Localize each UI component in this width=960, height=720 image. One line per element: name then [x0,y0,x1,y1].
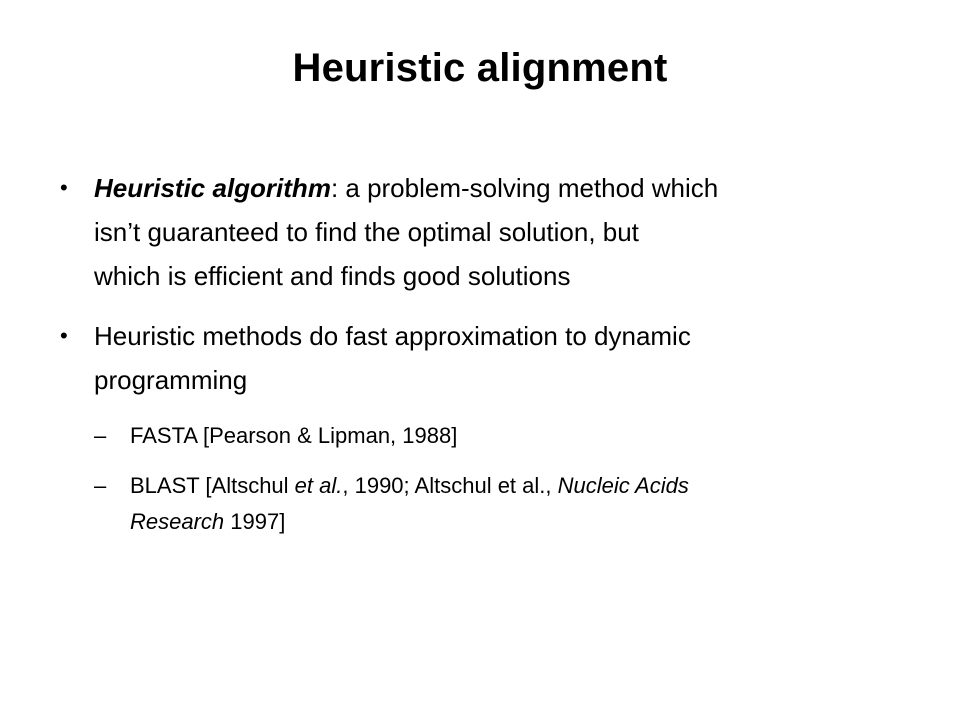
journal-name-line2: Research [130,509,225,534]
blast-text-part1: BLAST [Altschul [130,473,295,498]
bullet-heuristic-methods [60,314,900,402]
bullet-line-2: isn’t guaranteed to find the optimal solution, but [94,217,639,247]
blast-text-part2: , 1990; Altschul et al., [342,473,558,498]
subbullet-line-2 [130,504,900,540]
blast-year: 1997] [224,509,286,534]
bullet-line-1 [94,166,900,210]
dash-icon: – [94,423,107,448]
bullet-line-1: Heuristic methods do fast approximation to dynamic [94,321,691,351]
bullet-icon: • [60,323,68,348]
subbullet-fasta [60,418,900,454]
subbullet-text: FASTA [Pearson & Lipman, 1988] [130,423,458,448]
slide-content [60,166,900,554]
journal-name-line1: Nucleic Acids [557,473,689,498]
definition-text: : a problem-solving method which [330,173,719,203]
dash-icon: – [94,473,107,498]
subbullet-line-1 [130,468,900,504]
subbullet-blast [60,468,900,540]
term-heuristic-algorithm: Heuristic algorithm [94,173,331,203]
bullet-icon: • [60,175,68,200]
bullet-line-3: which is efficient and finds good solutions [94,261,571,291]
bullet-heuristic-algorithm [60,166,900,298]
bullet-line-2: programming [94,365,248,395]
et-al-text: et al. [294,473,343,498]
slide-title: Heuristic alignment [292,46,668,90]
